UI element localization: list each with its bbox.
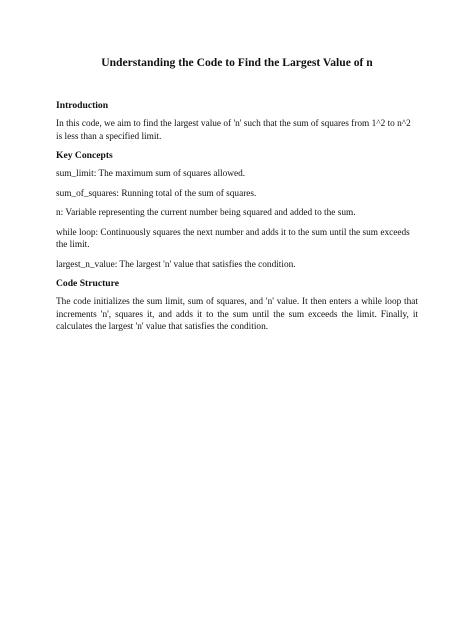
key-concepts-heading: Key Concepts xyxy=(56,150,113,161)
key-concept-sum-limit: sum_limit: The maximum sum of squares allowed. xyxy=(56,169,246,179)
document-title: Understanding the Code to Find the Largest Value of n xyxy=(101,56,373,69)
introduction-paragraph: In this code, we aim to find the largest value of 'n' such that the sum of squares from 1^2 to n^2 is less than a specified limit. xyxy=(56,119,411,142)
code-structure-paragraph: The code initializes the sum limit, sum of squares, and 'n' value. It then enters a while loop that increments 'n', squares it, and adds it to the sum until the sum exceeds the limit. Finally, it calculates the largest 'n' value that satisfies the condition. xyxy=(56,297,418,332)
key-concept-sum-of-squares: sum_of_squares: Running total of the sum of squares. xyxy=(56,188,257,199)
code-structure-heading: Code Structure xyxy=(56,278,119,289)
key-concept-largest-n-value: largest_n_value: The largest 'n' value that satisfies the condition. xyxy=(56,259,296,270)
key-concept-while-loop: while loop: Continuously squares the next number and adds it to the sum until the sum exceeds the limit. xyxy=(56,227,410,250)
key-concept-n: n: Variable representing the current number being squared and added to the sum. xyxy=(56,208,356,218)
introduction-heading: Introduction xyxy=(56,100,109,111)
